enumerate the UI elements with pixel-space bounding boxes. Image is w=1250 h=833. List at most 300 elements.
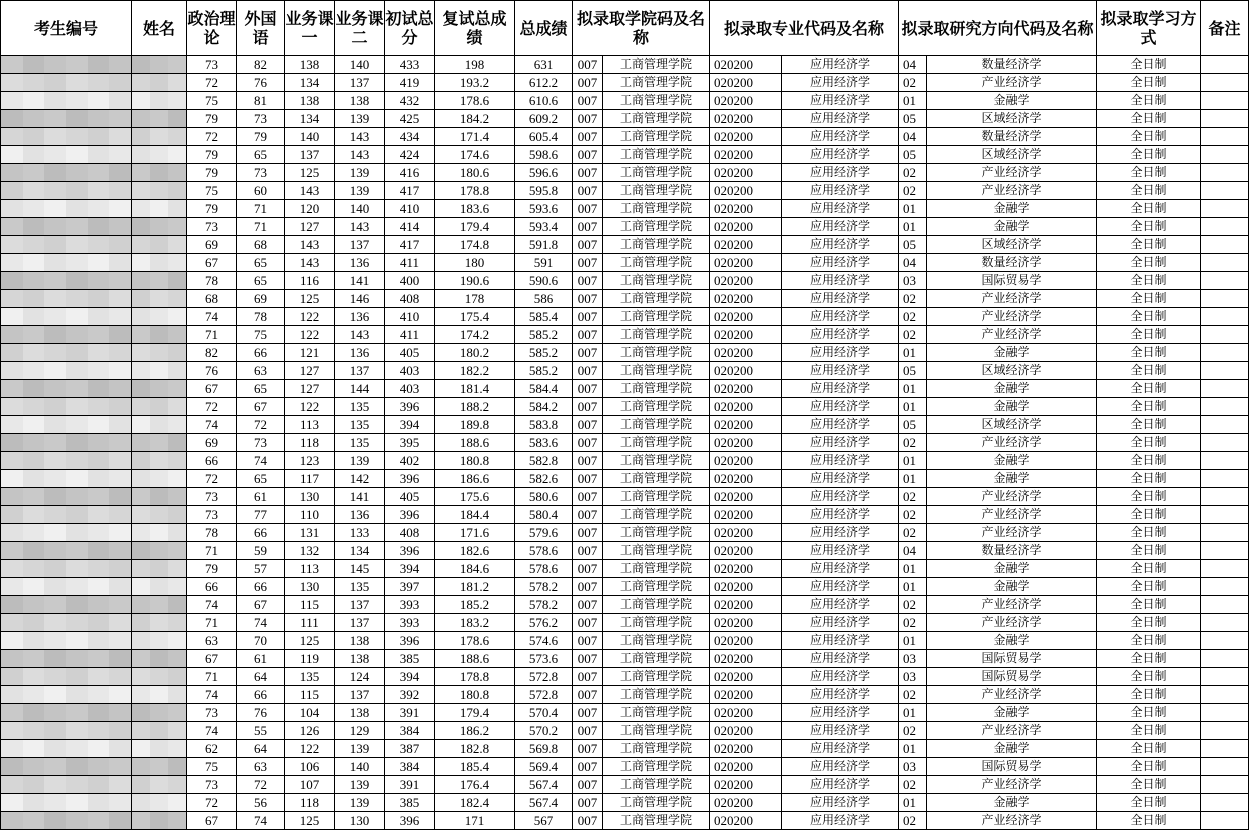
major-name: 应用经济学 (782, 434, 899, 452)
retest-total-score: 182.2 (435, 362, 515, 380)
college-code: 007 (573, 200, 603, 218)
table-row (1, 254, 1249, 272)
direction-code: 05 (899, 146, 927, 164)
redaction-pixels (132, 200, 186, 217)
college-code: 007 (573, 74, 603, 92)
redacted-name (132, 146, 187, 164)
course-two-score: 138 (335, 704, 385, 722)
course-one-score: 121 (285, 344, 335, 362)
redaction-pixels (132, 812, 186, 829)
retest-total-score: 178.6 (435, 632, 515, 650)
major-name: 应用经济学 (782, 344, 899, 362)
redaction-pixels (132, 578, 186, 595)
foreign-language-score: 66 (237, 344, 285, 362)
table-row (1, 326, 1249, 344)
foreign-language-score: 68 (237, 236, 285, 254)
major-name: 应用经济学 (782, 614, 899, 632)
table-row (1, 686, 1249, 704)
prelim-total-score: 384 (385, 758, 435, 776)
college-name: 工商管理学院 (603, 488, 710, 506)
prelim-total-score: 385 (385, 650, 435, 668)
college-name: 工商管理学院 (603, 56, 710, 74)
politics-score: 75 (187, 758, 237, 776)
redacted-name (132, 614, 187, 632)
header-research-direction: 拟录取研究方向代码及名称 (899, 1, 1097, 56)
major-code: 020200 (710, 614, 782, 632)
college-code: 007 (573, 686, 603, 704)
course-two-score: 136 (335, 506, 385, 524)
total-score: 567 (515, 812, 573, 830)
prelim-total-score: 384 (385, 722, 435, 740)
direction-code: 02 (899, 488, 927, 506)
direction-name: 金融学 (927, 452, 1097, 470)
major-code: 020200 (710, 74, 782, 92)
politics-score: 67 (187, 254, 237, 272)
remarks (1201, 542, 1249, 560)
redaction-pixels (1, 398, 131, 415)
redacted-exam-id (1, 416, 132, 434)
college-name: 工商管理学院 (603, 236, 710, 254)
major-name: 应用经济学 (782, 650, 899, 668)
foreign-language-score: 65 (237, 380, 285, 398)
direction-name: 产业经济学 (927, 686, 1097, 704)
remarks (1201, 650, 1249, 668)
course-one-score: 122 (285, 740, 335, 758)
course-two-score: 135 (335, 398, 385, 416)
redaction-pixels (1, 488, 131, 505)
redaction-pixels (1, 668, 131, 685)
study-mode: 全日制 (1097, 740, 1201, 758)
foreign-language-score: 57 (237, 560, 285, 578)
politics-score: 73 (187, 776, 237, 794)
course-two-score: 138 (335, 632, 385, 650)
politics-score: 73 (187, 506, 237, 524)
redacted-name (132, 776, 187, 794)
remarks (1201, 146, 1249, 164)
retest-total-score: 185.2 (435, 596, 515, 614)
redacted-exam-id (1, 686, 132, 704)
redacted-exam-id (1, 56, 132, 74)
retest-total-score: 175.4 (435, 308, 515, 326)
redacted-exam-id (1, 758, 132, 776)
total-score: 570.4 (515, 704, 573, 722)
college-code: 007 (573, 362, 603, 380)
direction-code: 05 (899, 416, 927, 434)
college-name: 工商管理学院 (603, 470, 710, 488)
retest-total-score: 179.4 (435, 704, 515, 722)
foreign-language-score: 73 (237, 110, 285, 128)
prelim-total-score: 416 (385, 164, 435, 182)
redacted-name (132, 524, 187, 542)
college-code: 007 (573, 398, 603, 416)
redacted-name (132, 650, 187, 668)
foreign-language-score: 65 (237, 146, 285, 164)
politics-score: 79 (187, 110, 237, 128)
total-score: 584.2 (515, 398, 573, 416)
direction-code: 02 (899, 182, 927, 200)
direction-code: 02 (899, 290, 927, 308)
header-retest-total: 复试总成绩 (435, 1, 515, 56)
redaction-pixels (1, 722, 131, 739)
study-mode: 全日制 (1097, 470, 1201, 488)
politics-score: 68 (187, 290, 237, 308)
redacted-exam-id (1, 92, 132, 110)
direction-name: 国际贸易学 (927, 668, 1097, 686)
course-two-score: 137 (335, 686, 385, 704)
header-college: 拟录取学院码及名称 (573, 1, 710, 56)
major-name: 应用经济学 (782, 632, 899, 650)
direction-name: 金融学 (927, 92, 1097, 110)
foreign-language-score: 72 (237, 416, 285, 434)
politics-score: 73 (187, 218, 237, 236)
prelim-total-score: 396 (385, 398, 435, 416)
direction-code: 05 (899, 236, 927, 254)
study-mode: 全日制 (1097, 632, 1201, 650)
college-name: 工商管理学院 (603, 668, 710, 686)
remarks (1201, 758, 1249, 776)
foreign-language-score: 73 (237, 164, 285, 182)
foreign-language-score: 81 (237, 92, 285, 110)
course-one-score: 143 (285, 182, 335, 200)
college-name: 工商管理学院 (603, 596, 710, 614)
remarks (1201, 254, 1249, 272)
remarks (1201, 614, 1249, 632)
redaction-pixels (132, 92, 186, 109)
direction-name: 区域经济学 (927, 362, 1097, 380)
major-name: 应用经济学 (782, 524, 899, 542)
course-one-score: 115 (285, 596, 335, 614)
course-two-score: 138 (335, 92, 385, 110)
foreign-language-score: 74 (237, 452, 285, 470)
direction-name: 金融学 (927, 398, 1097, 416)
redacted-exam-id (1, 236, 132, 254)
redacted-name (132, 488, 187, 506)
retest-total-score: 180.2 (435, 344, 515, 362)
college-code: 007 (573, 182, 603, 200)
major-code: 020200 (710, 308, 782, 326)
redaction-pixels (132, 74, 186, 91)
course-two-score: 135 (335, 578, 385, 596)
major-name: 应用经济学 (782, 236, 899, 254)
course-one-score: 143 (285, 254, 335, 272)
total-score: 567.4 (515, 794, 573, 812)
course-two-score: 143 (335, 128, 385, 146)
retest-total-score: 182.8 (435, 740, 515, 758)
college-name: 工商管理学院 (603, 398, 710, 416)
college-code: 007 (573, 272, 603, 290)
college-code: 007 (573, 56, 603, 74)
college-code: 007 (573, 632, 603, 650)
course-two-score: 143 (335, 218, 385, 236)
study-mode: 全日制 (1097, 668, 1201, 686)
redaction-pixels (132, 236, 186, 253)
politics-score: 78 (187, 524, 237, 542)
direction-name: 区域经济学 (927, 146, 1097, 164)
college-name: 工商管理学院 (603, 776, 710, 794)
redacted-name (132, 506, 187, 524)
retest-total-score: 183.2 (435, 614, 515, 632)
major-code: 020200 (710, 740, 782, 758)
redacted-name (132, 56, 187, 74)
redacted-name (132, 722, 187, 740)
direction-name: 产业经济学 (927, 506, 1097, 524)
redacted-exam-id (1, 74, 132, 92)
prelim-total-score: 433 (385, 56, 435, 74)
course-two-score: 135 (335, 416, 385, 434)
remarks (1201, 164, 1249, 182)
redaction-pixels (132, 128, 186, 145)
study-mode: 全日制 (1097, 524, 1201, 542)
prelim-total-score: 432 (385, 92, 435, 110)
study-mode: 全日制 (1097, 812, 1201, 830)
redaction-pixels (1, 128, 131, 145)
major-name: 应用经济学 (782, 254, 899, 272)
redaction-pixels (132, 254, 186, 271)
foreign-language-score: 64 (237, 740, 285, 758)
major-name: 应用经济学 (782, 110, 899, 128)
remarks (1201, 794, 1249, 812)
major-name: 应用经济学 (782, 470, 899, 488)
redaction-pixels (1, 308, 131, 325)
redacted-exam-id (1, 452, 132, 470)
retest-total-score: 179.4 (435, 218, 515, 236)
study-mode: 全日制 (1097, 650, 1201, 668)
redaction-pixels (1, 704, 131, 721)
foreign-language-score: 74 (237, 812, 285, 830)
college-name: 工商管理学院 (603, 272, 710, 290)
course-two-score: 130 (335, 812, 385, 830)
course-one-score: 127 (285, 218, 335, 236)
course-two-score: 124 (335, 668, 385, 686)
major-name: 应用经济学 (782, 722, 899, 740)
major-code: 020200 (710, 542, 782, 560)
college-code: 007 (573, 416, 603, 434)
total-score: 631 (515, 56, 573, 74)
retest-total-score: 190.6 (435, 272, 515, 290)
college-code: 007 (573, 722, 603, 740)
prelim-total-score: 408 (385, 524, 435, 542)
foreign-language-score: 67 (237, 596, 285, 614)
major-code: 020200 (710, 596, 782, 614)
header-study-mode: 拟录取学习方式 (1097, 1, 1201, 56)
direction-name: 产业经济学 (927, 812, 1097, 830)
redaction-pixels (132, 272, 186, 289)
prelim-total-score: 425 (385, 110, 435, 128)
prelim-total-score: 411 (385, 326, 435, 344)
study-mode: 全日制 (1097, 92, 1201, 110)
direction-code: 01 (899, 218, 927, 236)
major-code: 020200 (710, 470, 782, 488)
remarks (1201, 434, 1249, 452)
retest-total-score: 178 (435, 290, 515, 308)
retest-total-score: 171.6 (435, 524, 515, 542)
prelim-total-score: 403 (385, 380, 435, 398)
retest-total-score: 183.6 (435, 200, 515, 218)
redacted-exam-id (1, 200, 132, 218)
college-code: 007 (573, 704, 603, 722)
redaction-pixels (132, 164, 186, 181)
major-code: 020200 (710, 218, 782, 236)
direction-name: 金融学 (927, 560, 1097, 578)
redaction-pixels (132, 632, 186, 649)
redacted-exam-id (1, 146, 132, 164)
politics-score: 74 (187, 722, 237, 740)
course-one-score: 110 (285, 506, 335, 524)
college-name: 工商管理学院 (603, 380, 710, 398)
remarks (1201, 236, 1249, 254)
remarks (1201, 398, 1249, 416)
course-one-score: 130 (285, 578, 335, 596)
foreign-language-score: 66 (237, 524, 285, 542)
foreign-language-score: 61 (237, 650, 285, 668)
table-row (1, 614, 1249, 632)
redaction-pixels (1, 380, 131, 397)
course-one-score: 119 (285, 650, 335, 668)
total-score: 590.6 (515, 272, 573, 290)
direction-code: 01 (899, 380, 927, 398)
politics-score: 72 (187, 398, 237, 416)
prelim-total-score: 385 (385, 794, 435, 812)
course-one-score: 117 (285, 470, 335, 488)
redacted-exam-id (1, 560, 132, 578)
major-name: 应用经济学 (782, 704, 899, 722)
study-mode: 全日制 (1097, 776, 1201, 794)
direction-name: 区域经济学 (927, 236, 1097, 254)
course-one-score: 113 (285, 560, 335, 578)
major-code: 020200 (710, 578, 782, 596)
direction-code: 03 (899, 758, 927, 776)
redacted-exam-id (1, 668, 132, 686)
redacted-name (132, 74, 187, 92)
direction-name: 数量经济学 (927, 128, 1097, 146)
course-two-score: 139 (335, 164, 385, 182)
prelim-total-score: 394 (385, 560, 435, 578)
politics-score: 78 (187, 272, 237, 290)
course-one-score: 122 (285, 326, 335, 344)
table-row (1, 704, 1249, 722)
direction-name: 产业经济学 (927, 434, 1097, 452)
redacted-name (132, 326, 187, 344)
college-code: 007 (573, 380, 603, 398)
college-code: 007 (573, 488, 603, 506)
prelim-total-score: 417 (385, 236, 435, 254)
redacted-name (132, 182, 187, 200)
redaction-pixels (132, 776, 186, 793)
study-mode: 全日制 (1097, 506, 1201, 524)
prelim-total-score: 396 (385, 632, 435, 650)
course-one-score: 130 (285, 488, 335, 506)
college-code: 007 (573, 290, 603, 308)
college-code: 007 (573, 758, 603, 776)
foreign-language-score: 66 (237, 686, 285, 704)
table-row (1, 110, 1249, 128)
direction-code: 02 (899, 326, 927, 344)
major-name: 应用经济学 (782, 812, 899, 830)
retest-total-score: 184.6 (435, 560, 515, 578)
table-row (1, 218, 1249, 236)
college-name: 工商管理学院 (603, 614, 710, 632)
prelim-total-score: 402 (385, 452, 435, 470)
remarks (1201, 416, 1249, 434)
redaction-pixels (132, 668, 186, 685)
table-row (1, 542, 1249, 560)
redaction-pixels (1, 236, 131, 253)
retest-total-score: 178.6 (435, 92, 515, 110)
prelim-total-score: 396 (385, 812, 435, 830)
direction-code: 04 (899, 254, 927, 272)
foreign-language-score: 74 (237, 614, 285, 632)
college-name: 工商管理学院 (603, 686, 710, 704)
redacted-exam-id (1, 470, 132, 488)
header-name: 姓名 (132, 1, 187, 56)
course-two-score: 129 (335, 722, 385, 740)
direction-name: 产业经济学 (927, 614, 1097, 632)
redacted-exam-id (1, 182, 132, 200)
college-code: 007 (573, 596, 603, 614)
course-one-score: 132 (285, 542, 335, 560)
direction-name: 金融学 (927, 740, 1097, 758)
remarks (1201, 488, 1249, 506)
redaction-pixels (132, 596, 186, 613)
total-score: 567.4 (515, 776, 573, 794)
redacted-exam-id (1, 326, 132, 344)
redacted-name (132, 308, 187, 326)
total-score: 593.6 (515, 200, 573, 218)
redacted-exam-id (1, 488, 132, 506)
total-score: 609.2 (515, 110, 573, 128)
redaction-pixels (132, 182, 186, 199)
redacted-name (132, 92, 187, 110)
direction-name: 数量经济学 (927, 254, 1097, 272)
table-row (1, 182, 1249, 200)
college-code: 007 (573, 128, 603, 146)
direction-code: 01 (899, 344, 927, 362)
redacted-exam-id (1, 254, 132, 272)
prelim-total-score: 417 (385, 182, 435, 200)
course-one-score: 115 (285, 686, 335, 704)
total-score: 579.6 (515, 524, 573, 542)
major-code: 020200 (710, 794, 782, 812)
course-two-score: 143 (335, 326, 385, 344)
remarks (1201, 812, 1249, 830)
redaction-pixels (132, 488, 186, 505)
study-mode: 全日制 (1097, 272, 1201, 290)
study-mode: 全日制 (1097, 452, 1201, 470)
major-code: 020200 (710, 506, 782, 524)
redacted-name (132, 578, 187, 596)
college-name: 工商管理学院 (603, 74, 710, 92)
major-name: 应用经济学 (782, 380, 899, 398)
course-two-score: 137 (335, 596, 385, 614)
table-row (1, 722, 1249, 740)
retest-total-score: 186.2 (435, 722, 515, 740)
table-row (1, 92, 1249, 110)
direction-name: 数量经济学 (927, 56, 1097, 74)
retest-total-score: 188.6 (435, 650, 515, 668)
retest-total-score: 198 (435, 56, 515, 74)
table-row (1, 146, 1249, 164)
politics-score: 76 (187, 362, 237, 380)
major-code: 020200 (710, 704, 782, 722)
course-two-score: 139 (335, 776, 385, 794)
foreign-language-score: 82 (237, 56, 285, 74)
major-code: 020200 (710, 254, 782, 272)
politics-score: 75 (187, 92, 237, 110)
politics-score: 69 (187, 434, 237, 452)
course-two-score: 141 (335, 488, 385, 506)
redacted-name (132, 218, 187, 236)
foreign-language-score: 69 (237, 290, 285, 308)
